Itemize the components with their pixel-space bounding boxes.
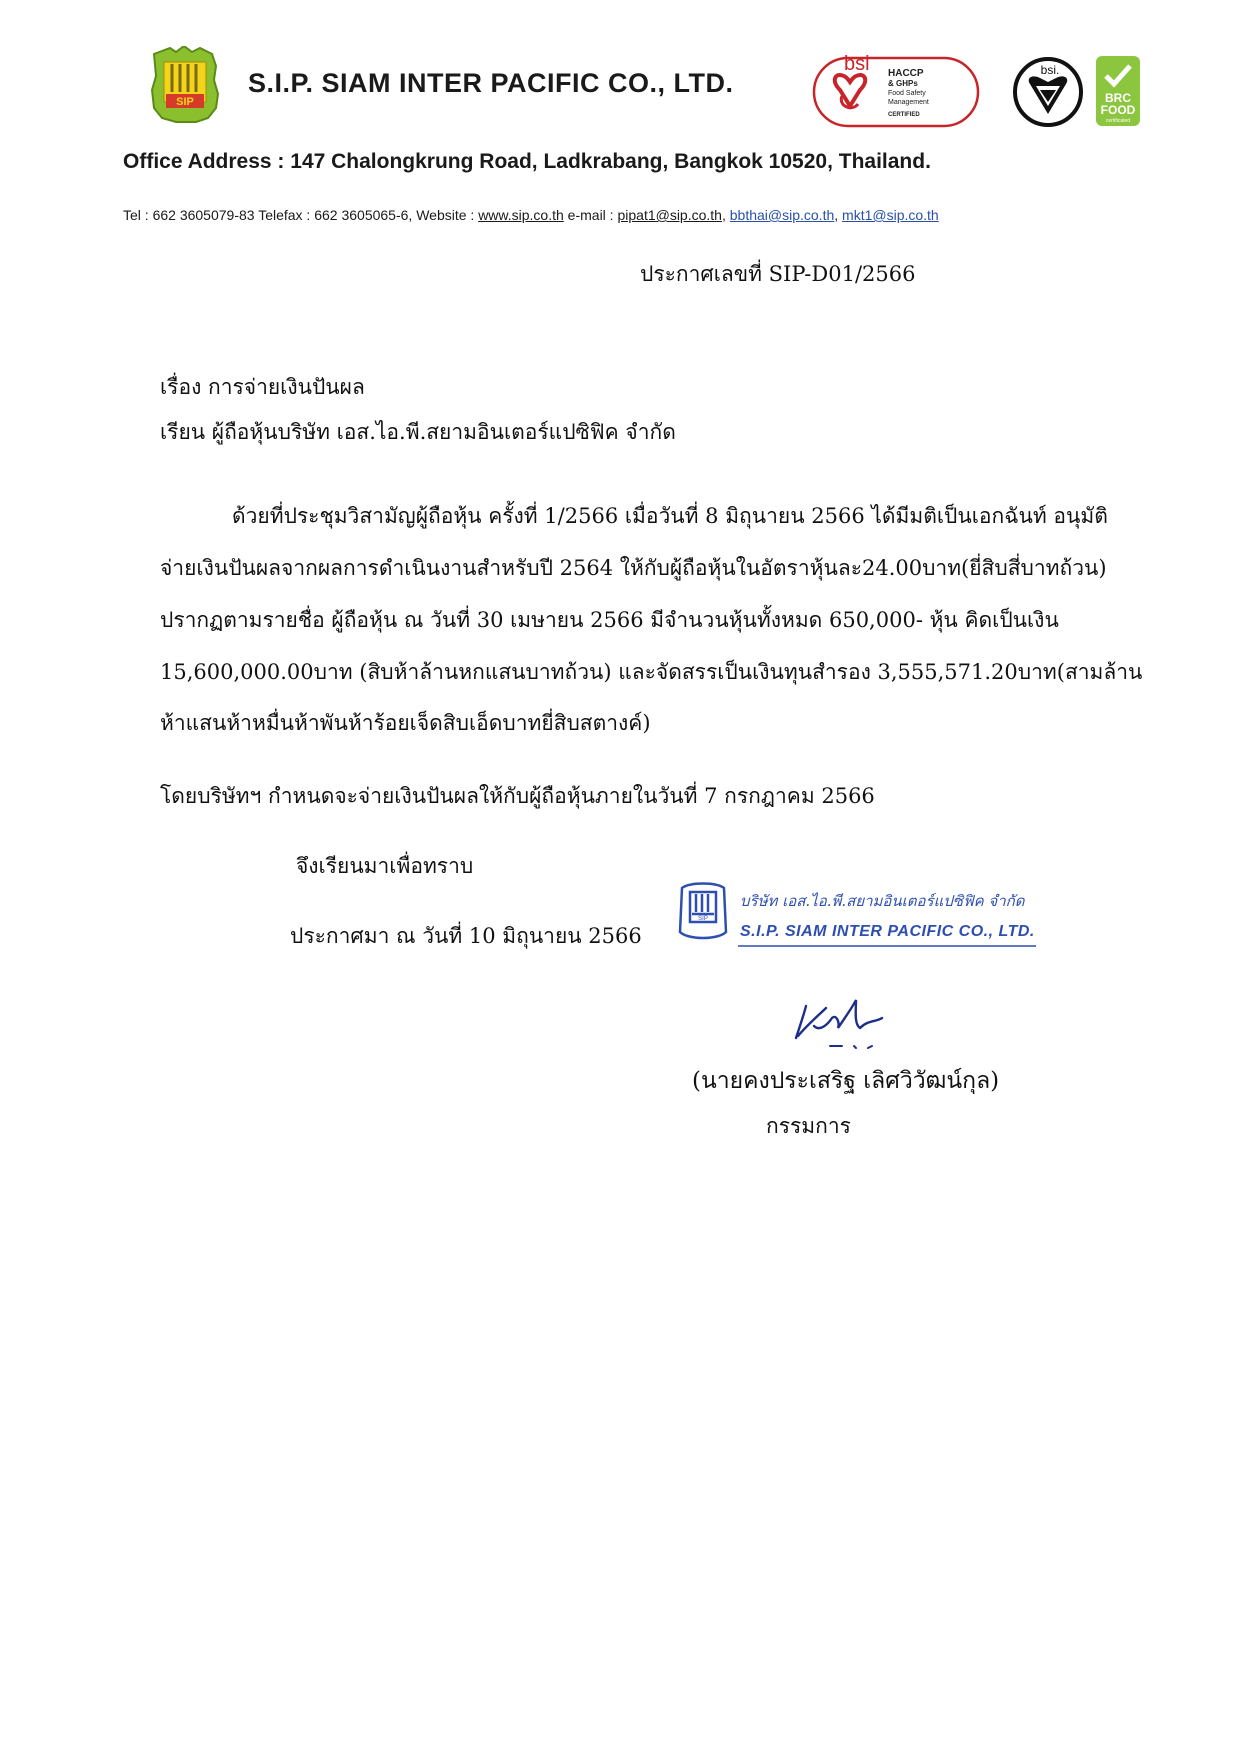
signatory-title: กรรมการ <box>766 1114 851 1138</box>
bsi-kitemark-icon <box>1012 56 1084 128</box>
svg-text:Food Safety: Food Safety <box>888 90 926 97</box>
svg-text:bsi.: bsi. <box>1040 63 1060 77</box>
contact-line: Tel : 662 3605079-83 Telefax : 662 3605065-6, Website : www.sip.co.th e-mail : pipat1@sip.co.th, bbthai@sip.co.th, mkt1@sip.co.th <box>123 207 939 223</box>
svg-text:FOOD: FOOD <box>1100 103 1136 117</box>
body-line: ด้วยที่ประชุมวิสามัญผู้ถือหุ้น ครั้งที่ 1/2566 เมื่อวันที่ 8 มิถุนายน 2566 ได้มีมติเป็นเอกฉันท์ อนุมัติ <box>232 504 1108 528</box>
body-line: ปรากฏตามรายชื่อ ผู้ถือหุ้น ณ วันที่ 30 เมษายน 2566 มีจำนวนหุ้นทั้งหมด 650,000- หุ้น คิดเป็นเงิน <box>160 608 1059 632</box>
website-link[interactable]: www.sip.co.th <box>478 207 564 223</box>
svg-text:CERTIFIED: CERTIFIED <box>888 112 920 118</box>
bsi-haccp-certification-badge <box>812 46 982 130</box>
body-line: จ่ายเงินปันผลจากผลการดำเนินงานสำหรับปี 2564 ให้กับผู้ถือหุ้นในอัตราหุ้นละ24.00บาท(ยี่สิบสี่บาทถ้วน) <box>160 556 1107 580</box>
payment-date-line: โดยบริษัทฯ กำหนดจะจ่ายเงินปันผลให้กับผู้ถือหุ้นภายในวันที่ 7 กรกฎาคม 2566 <box>160 784 875 808</box>
svg-text:& GHPs: & GHPs <box>888 79 918 88</box>
svg-text:Management: Management <box>888 99 929 106</box>
logo-text: SIP <box>176 96 194 108</box>
svg-text:certificated: certificated <box>1105 118 1131 124</box>
svg-text:HACCP: HACCP <box>888 68 924 79</box>
svg-text:BRC: BRC <box>1105 91 1131 105</box>
svg-text:SIP: SIP <box>698 916 708 922</box>
email-label: e-mail : <box>563 207 618 223</box>
company-stamp <box>676 878 1040 954</box>
email-link-bbthai[interactable]: bbthai@sip.co.th <box>729 207 835 223</box>
svg-text:bsi: bsi <box>844 53 870 75</box>
signatory-name: (นายคงประเสริฐ เลิศวิวัฒน์กุล) <box>692 1068 1000 1094</box>
signature-scribble <box>790 996 900 1056</box>
email-link-pipat[interactable]: pipat1@sip.co.th <box>617 207 722 223</box>
body-line: 15,600,000.00บาท (สิบห้าล้านหกแสนบาทถ้วน) และจัดสรรเป็นเงินทุนสำรอง 3,555,571.20บาท(สามล้าน <box>160 660 1143 684</box>
company-name: S.I.P. SIAM INTER PACIFIC CO., LTD. <box>248 68 734 98</box>
brc-food-certificate-badge <box>1096 56 1140 126</box>
stamp-english-text: S.I.P. SIAM INTER PACIFIC CO., LTD. <box>740 923 1035 940</box>
closing-line: จึงเรียนมาเพื่อทราบ <box>296 854 474 878</box>
announcement-number: ประกาศเลขที่ SIP-D01/2566 <box>640 262 916 286</box>
email-link-mkt[interactable]: mkt1@sip.co.th <box>842 207 939 223</box>
stamp-thai-text: บริษัท เอส.ไอ.พี.สยามอินเตอร์แปซิฟิค จำกัด <box>740 892 1025 910</box>
subject-line: เรื่อง การจ่ายเงินปันผล <box>160 375 365 399</box>
announcement-date: ประกาศมา ณ วันที่ 10 มิถุนายน 2566 <box>290 924 642 948</box>
contact-phone-fax: Tel : 662 3605079-83 Telefax : 662 3605065-6, Website : <box>123 207 479 223</box>
recipient-line: เรียน ผู้ถือหุ้นบริษัท เอส.ไอ.พี.สยามอินเตอร์แปซิฟิค จำกัด <box>160 420 676 444</box>
company-logo <box>150 46 220 124</box>
body-line: ห้าแสนห้าหมื่นห้าพันห้าร้อยเจ็ดสิบเอ็ดบาทยี่สิบสตางค์) <box>160 711 651 735</box>
office-address: Office Address : 147 Chalongkrung Road, Ladkrabang, Bangkok 10520, Thailand. <box>123 150 931 173</box>
